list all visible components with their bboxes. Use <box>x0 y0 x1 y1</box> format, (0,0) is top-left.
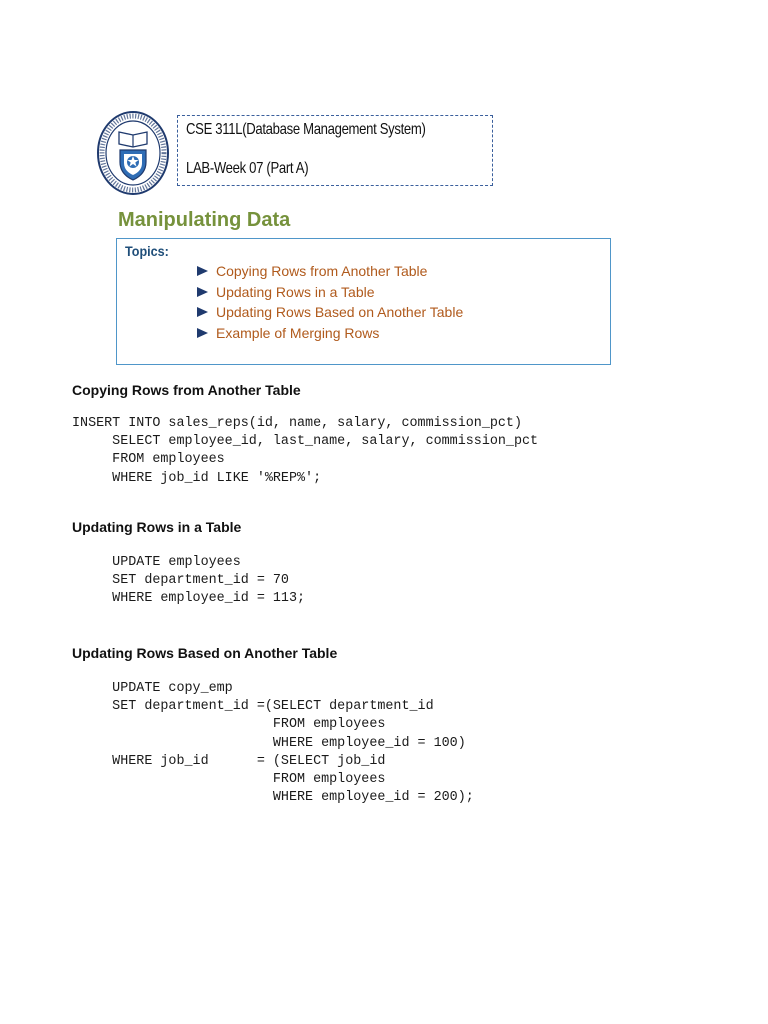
topic-item <box>197 261 463 282</box>
code-block-update-subquery: UPDATE copy_emp SET department_id =(SELECT department_id FROM employees WHERE employee_id = 100) WHERE job_id = (SELECT job_id FROM employees WHERE employee_id = 200); <box>112 681 474 806</box>
topics-label: Topics: <box>125 243 169 259</box>
section-heading-updating-based: Updating Rows Based on Another Table <box>72 645 338 661</box>
topics-list <box>197 261 463 343</box>
topic-item <box>197 323 463 344</box>
course-header-box <box>177 115 493 186</box>
university-seal-icon <box>96 110 170 196</box>
code-block-update: UPDATE employees SET department_id = 70 WHERE employee_id = 113; <box>112 555 306 607</box>
topic-item-label: Example of Merging Rows <box>216 325 380 342</box>
topic-item <box>197 282 463 303</box>
triangle-bullet-icon <box>197 328 208 338</box>
triangle-bullet-icon <box>197 266 208 276</box>
code-block-insert: INSERT INTO sales_reps(id, name, salary, commission_pct) SELECT employee_id, last_name, salary, commission_pct FROM employees WHERE job_id LIKE '%REP%'; <box>72 416 539 486</box>
triangle-bullet-icon <box>197 287 208 297</box>
section-heading-updating-rows: Updating Rows in a Table <box>72 519 242 535</box>
topic-item <box>197 302 463 323</box>
page-title: Manipulating Data <box>118 209 291 231</box>
triangle-bullet-icon <box>197 307 208 317</box>
topic-item-label: Copying Rows from Another Table <box>216 263 428 280</box>
lab-title: LAB-Week 07 (Part A) <box>186 160 309 177</box>
topics-box <box>116 238 611 365</box>
course-title: CSE 311L(Database Management System) <box>186 121 426 138</box>
topic-item-label: Updating Rows in a Table <box>216 283 375 300</box>
section-heading-copying-rows: Copying Rows from Another Table <box>72 382 301 398</box>
topic-item-label: Updating Rows Based on Another Table <box>216 304 464 321</box>
